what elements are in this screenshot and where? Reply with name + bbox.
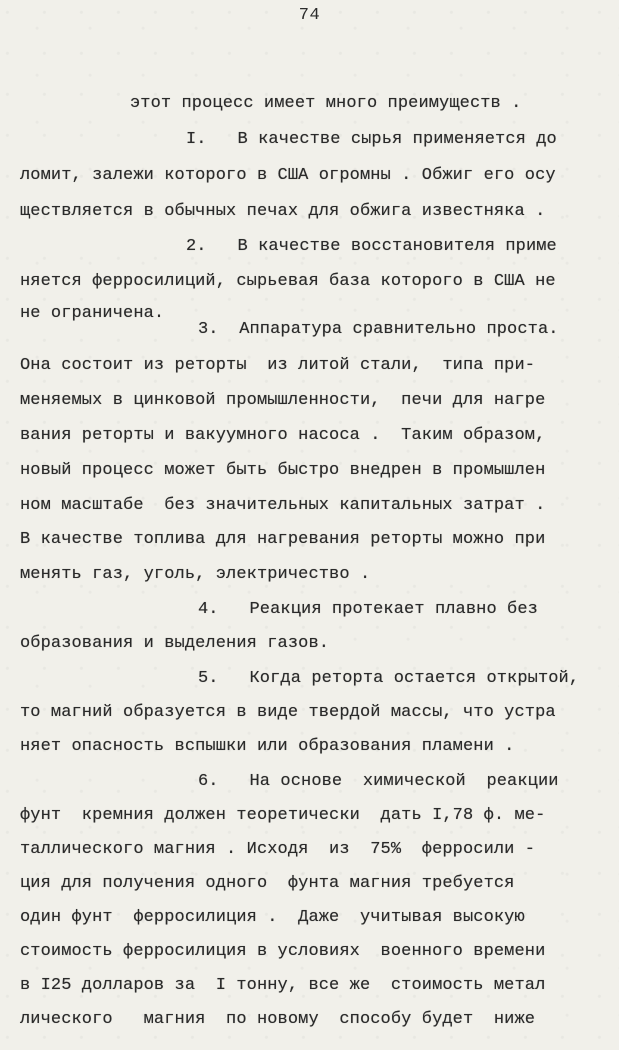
text-line-8: 3. Аппаратура сравнительно проста. — [198, 320, 559, 339]
text-line-14: В качестве топлива для нагревания реторты можно при — [20, 530, 546, 549]
text-line-10: меняемых в цинковой промышленности, печи для нагре — [20, 391, 546, 410]
text-line-17: образования и выделения газов. — [20, 634, 330, 653]
text-line-3: ломит, залежи которого в США огромны . Обжиг его осу — [20, 166, 556, 185]
text-line-21: 6. На основе химической реакции — [198, 772, 559, 791]
text-line-19: то магний образуется в виде твердой массы, что устра — [20, 703, 556, 722]
text-line-25: один фунт ферросилиция . Даже учитывая высокую — [20, 908, 525, 927]
text-line-13: ном масштабе без значительных капитальных затрат . — [20, 496, 546, 515]
text-line-22: фунт кремния должен теоретически дать I,78 ф. ме- — [20, 806, 546, 825]
text-line-15: менять газ, уголь, электричество . — [20, 565, 371, 584]
text-line-9: Она состоит из реторты из литой стали, типа при- — [20, 356, 536, 375]
text-line-20: няет опасность вспышки или образования пламени . — [20, 737, 515, 756]
text-line-12: новый процесс может быть быстро внедрен в промышлен — [20, 461, 546, 480]
page-number: 74 — [298, 6, 321, 25]
text-line-27: в I25 долларов за I тонну, все же стоимость метал — [20, 976, 546, 995]
text-line-24: ция для получения одного фунта магния требуется — [20, 874, 515, 893]
text-line-2: I. В качестве сырья применяется до — [186, 130, 557, 149]
text-line-26: стоимость ферросилиция в условиях военного времени — [20, 942, 546, 961]
text-line-11: вания реторты и вакуумного насоса . Таким образом, — [20, 426, 546, 445]
text-line-6: няется ферросилиций, сырьевая база которого в США не — [20, 272, 556, 291]
text-line-4: ществляется в обычных печах для обжига известняка . — [20, 202, 546, 221]
text-line-23: таллического магния . Исходя из 75% ферросили - — [20, 840, 536, 859]
text-line-18: 5. Когда реторта остается открытой, — [198, 669, 580, 688]
text-line-1: этот процесс имеет много преимуществ . — [130, 94, 522, 113]
text-line-16: 4. Реакция протекает плавно без — [198, 600, 538, 619]
text-line-28: лического магния по новому способу будет ниже — [20, 1010, 536, 1029]
text-line-5: 2. В качестве восстановителя приме — [186, 237, 557, 256]
text-line-7: не ограничена. — [20, 304, 165, 323]
